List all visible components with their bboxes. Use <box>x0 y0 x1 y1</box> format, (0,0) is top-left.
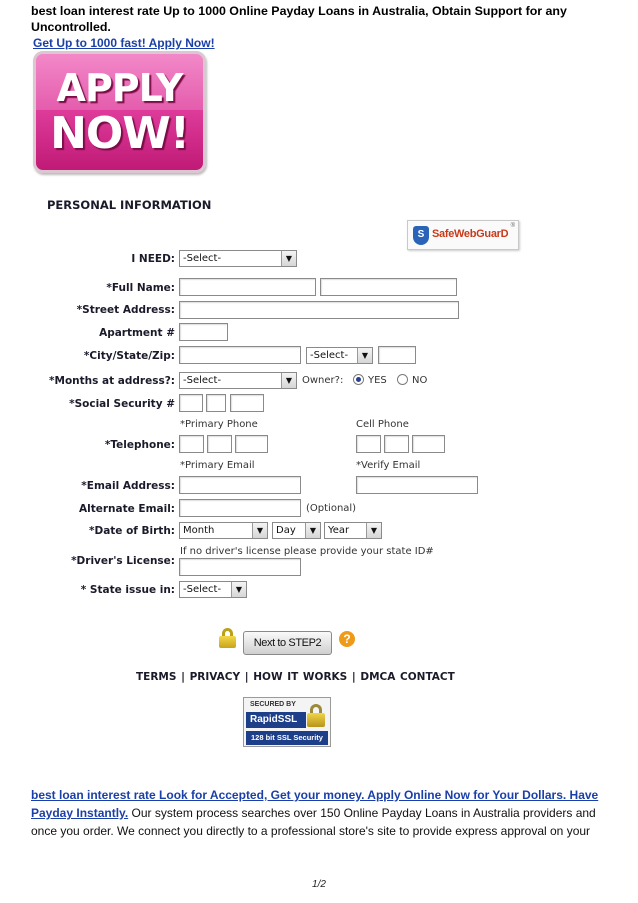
next-step-button[interactable]: Next to STEP2 <box>243 631 332 655</box>
owner-yes-label: YES <box>368 375 387 386</box>
apartment-input[interactable] <box>179 323 228 341</box>
phone-area-input[interactable] <box>179 435 204 453</box>
alternate-email-label: Alternate Email: <box>79 503 175 515</box>
optional-note: (Optional) <box>306 503 357 514</box>
full-name-label: *Full Name: <box>106 282 175 294</box>
phone-line-input[interactable] <box>235 435 268 453</box>
page-number: 1/2 <box>312 879 326 890</box>
email-input[interactable] <box>179 476 301 494</box>
i-need-value: -Select- <box>183 253 222 264</box>
first-name-input[interactable] <box>179 278 316 296</box>
license-note: If no driver's license please provide your state ID# <box>180 546 434 557</box>
primary-phone-note: *Primary Phone <box>180 419 258 430</box>
dropdown-arrow-icon: ▼ <box>231 582 246 597</box>
alternate-email-input[interactable] <box>179 499 301 517</box>
ssl-secured-by: SECURED BY <box>250 701 296 708</box>
lock-icon <box>219 628 236 648</box>
dropdown-arrow-icon: ▼ <box>366 523 381 538</box>
state-issue-select[interactable] <box>179 581 247 598</box>
verify-email-note: *Verify Email <box>356 460 421 471</box>
safeguard-text: SafeWebGuarD <box>432 228 509 240</box>
apartment-label: Apartment # <box>99 327 175 339</box>
owner-no-label: NO <box>412 375 428 386</box>
lock-body <box>307 713 325 727</box>
phone-prefix-input[interactable] <box>207 435 232 453</box>
ssn-label: *Social Security # <box>69 398 175 410</box>
help-icon[interactable]: ? <box>339 631 355 647</box>
dob-month-select[interactable] <box>179 522 268 539</box>
dropdown-arrow-icon: ▼ <box>281 251 296 266</box>
primary-email-note: *Primary Email <box>180 460 255 471</box>
dob-day-select[interactable] <box>272 522 321 539</box>
body-paragraph <box>31 786 601 840</box>
state-issue-value: -Select- <box>183 584 222 595</box>
trademark-mark: ® <box>510 223 515 229</box>
apply-button-line1: APPLY <box>56 66 183 110</box>
verify-email-input[interactable] <box>356 476 478 494</box>
dropdown-arrow-icon: ▼ <box>281 373 296 388</box>
document-title: best loan interest rate Up to 1000 Online Payday Loans in Australia, Obtain Support for any Uncontrolled. <box>31 4 567 34</box>
ssn-part1-input[interactable] <box>179 394 203 412</box>
dob-year-select[interactable] <box>324 522 382 539</box>
street-address-label: *Street Address: <box>76 304 175 316</box>
dob-label: *Date of Birth: <box>89 525 175 537</box>
ssn-part3-input[interactable] <box>230 394 264 412</box>
zip-input[interactable] <box>378 346 416 364</box>
months-value: -Select- <box>183 375 222 386</box>
lock-icon <box>307 704 325 728</box>
i-need-select[interactable] <box>179 250 297 267</box>
cell-line-input[interactable] <box>412 435 445 453</box>
drivers-license-input[interactable] <box>179 558 301 576</box>
dob-month-value: Month <box>183 525 215 536</box>
months-select[interactable] <box>179 372 297 389</box>
section-heading: PERSONAL INFORMATION <box>47 198 212 212</box>
last-name-input[interactable] <box>320 278 457 296</box>
apply-button-line2: NOW! <box>50 108 189 159</box>
city-input[interactable] <box>179 346 301 364</box>
state-value: -Select- <box>310 350 349 361</box>
dob-day-value: Day <box>276 525 296 536</box>
cell-area-input[interactable] <box>356 435 381 453</box>
dob-year-value: Year <box>328 525 350 536</box>
dropdown-arrow-icon: ▼ <box>305 523 320 538</box>
shield-icon: S <box>413 226 429 245</box>
owner-no-radio[interactable] <box>397 374 408 385</box>
body-link[interactable]: best loan interest rate Look for Accepted, Get your money. Apply Online Now for Your Dollars. Have Payday Instantly. <box>31 788 599 820</box>
email-label: *Email Address: <box>81 480 175 492</box>
state-issue-label: * State issue in: <box>80 584 175 596</box>
street-address-input[interactable] <box>179 301 459 319</box>
safewebguard-badge[interactable] <box>407 220 519 250</box>
dropdown-arrow-icon: ▼ <box>252 523 267 538</box>
lock-body <box>219 636 236 648</box>
ssl-bits: 128 bit SSL Security <box>246 731 328 745</box>
months-at-address-label: *Months at address?: <box>49 375 175 387</box>
footer-links[interactable]: TERMS | PRIVACY | HOW IT WORKS | DMCA CONTACT <box>136 671 455 683</box>
i-need-label: I NEED: <box>131 253 175 265</box>
apply-now-button[interactable] <box>33 51 206 173</box>
state-select[interactable] <box>306 347 373 364</box>
apply-now-link[interactable]: Get Up to 1000 fast! Apply Now! <box>33 36 215 50</box>
owner-yes-radio[interactable] <box>353 374 364 385</box>
drivers-license-label: *Driver's License: <box>71 555 175 567</box>
ssn-part2-input[interactable] <box>206 394 226 412</box>
owner-label: Owner?: <box>302 375 344 386</box>
rapidssl-badge[interactable] <box>243 697 331 747</box>
city-state-zip-label: *City/State/Zip: <box>83 350 175 362</box>
body-text: Our system process searches over 150 Online Payday Loans in Australia providers and once you order. We connect you directly to a professional store's site to provide express approval on your <box>31 806 596 838</box>
ssl-brand: RapidSSL <box>246 712 306 728</box>
cell-prefix-input[interactable] <box>384 435 409 453</box>
telephone-label: *Telephone: <box>104 439 175 451</box>
dropdown-arrow-icon: ▼ <box>357 348 372 363</box>
cell-phone-note: Cell Phone <box>356 419 409 430</box>
